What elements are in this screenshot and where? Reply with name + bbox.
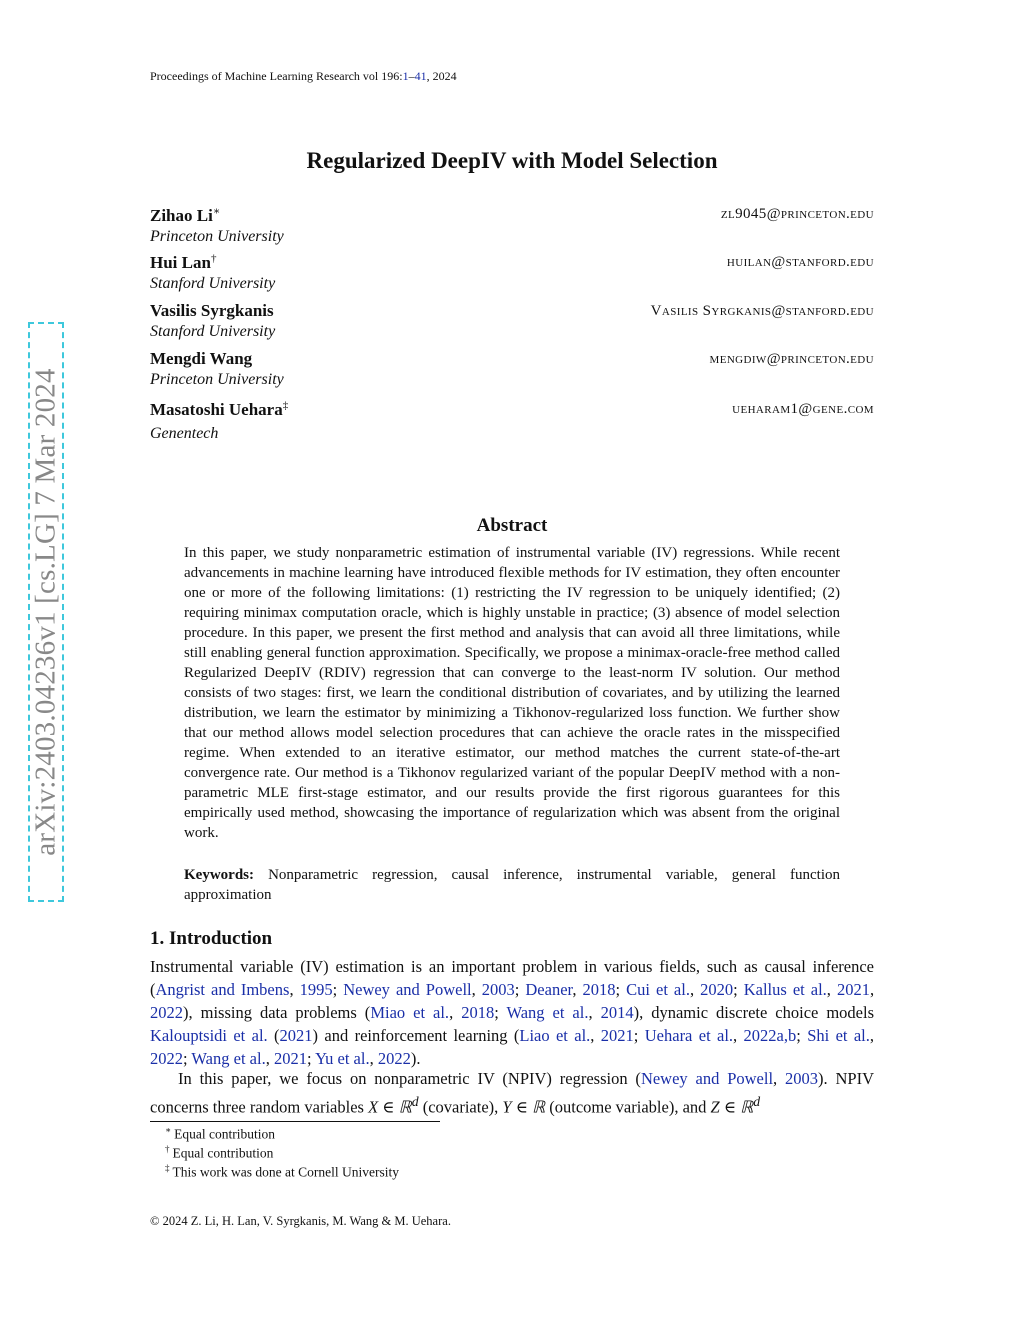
citation-link[interactable]: Angrist and Imbens — [155, 980, 290, 999]
footnote: † Equal contribution — [165, 1144, 274, 1161]
citation-link[interactable]: Wang et al. — [191, 1049, 266, 1068]
author-name: Mengdi Wang — [150, 349, 253, 368]
author-affiliation: Princeton University — [150, 371, 284, 388]
author-block — [150, 204, 874, 246]
math-z: Z ∈ ℝ — [710, 1097, 754, 1117]
intro-paragraph-1: Instrumental variable (IV) estimation is an important problem in various fields, such as causal inference (Angrist and Imbens, 1995; Newey and Powell, 2003; Deaner, 2018; Cui et al., 2020; Kallus et al., 2021, 2022), missing data problems (Miao et al., 2018; Wang et al., 2014), dynamic discrete choice models Kalouptsidi et al. (2021) and reinforcement learning (Liao et al., 2021; Uehara et al., 2022a,b; Shi et al., 2022; Wang et al., 2021; Yu et al., 2022). — [150, 957, 875, 1068]
citation-link[interactable]: Uehara et al. — [644, 1026, 734, 1045]
header-dash: – — [408, 69, 415, 83]
citation-link[interactable]: Wang et al. — [506, 1003, 589, 1022]
citation-year-link[interactable]: 1995 — [299, 980, 333, 999]
author-affiliation: Stanford University — [150, 274, 276, 292]
citation-link[interactable]: Deaner — [525, 980, 573, 999]
arxiv-stamp — [28, 322, 64, 902]
keywords-label: Keywords: — [184, 867, 254, 883]
citation-year-link[interactable]: 2018 — [582, 980, 616, 999]
copyright-notice: © 2024 Z. Li, H. Lan, V. Syrgkanis, M. Wang & M. Uehara. — [150, 1214, 451, 1228]
author-name: Masatoshi Uehara‡ — [150, 399, 289, 419]
author-mark: † — [210, 252, 217, 264]
header-page-start-link[interactable]: 1 — [402, 69, 409, 83]
citation-link[interactable]: Kalouptsidi et al. — [150, 1026, 268, 1045]
author-mark: ∗ — [212, 205, 221, 217]
section-heading-introduction: 1. Introduction — [150, 928, 273, 949]
citation-link[interactable]: Yu et al. — [315, 1049, 370, 1068]
citation-year-link[interactable]: 2018 — [461, 1003, 495, 1022]
citation-year-link[interactable]: 2021 — [600, 1026, 634, 1045]
citation-link[interactable]: Liao et al. — [519, 1026, 591, 1045]
math-y: Y ∈ ℝ — [502, 1097, 546, 1117]
intro-paragraph-2: In this paper, we focus on nonparametric IV (NPIV) regression (Newey and Powell, 2003). NPIV concerns three random variables X ∈ ℝ$^d$ (covariate), Y ∈ ℝ (outcome variable), and Z ∈ ℝ$^d$ — [150, 1069, 875, 1117]
footnote: ‡ This work was done at Cornell University — [165, 1163, 399, 1180]
author-block — [150, 301, 874, 341]
citation-link[interactable]: Miao et al. — [370, 1003, 450, 1022]
citation-year-link[interactable]: 2022a,b — [743, 1026, 797, 1045]
math-sup-d: d — [753, 1094, 761, 1109]
citation-link[interactable]: Kallus et al. — [743, 980, 827, 999]
citation-year-link[interactable]: 2020 — [700, 980, 734, 999]
abstract-heading: Abstract — [476, 515, 548, 536]
citation-link[interactable]: Shi et al. — [807, 1026, 870, 1045]
citation-year-link[interactable]: 2021 — [836, 980, 870, 999]
author-name: Hui Lan† — [150, 252, 217, 272]
citation-link[interactable]: Newey and Powell — [640, 1069, 774, 1088]
author-mark: ‡ — [282, 399, 289, 411]
author-block — [150, 252, 874, 293]
author-email: mengdiw@princeton.edu — [709, 351, 874, 367]
keywords-text: Nonparametric regression, causal inference, instrumental variable, general function approximation — [184, 867, 840, 903]
citation-year-link[interactable]: 2022 — [377, 1049, 411, 1068]
header-journal: Proceedings of Machine Learning Research vol 196: — [150, 69, 403, 83]
math-x: X ∈ ℝ — [368, 1097, 412, 1117]
math-sup-d: d — [411, 1094, 419, 1109]
arxiv-stamp-text: arXiv:2403.04236v1 [cs.LG] 7 Mar 2024 — [29, 368, 62, 856]
citation-year-link[interactable]: 2021 — [279, 1026, 313, 1045]
footnote-rule — [150, 1121, 440, 1122]
author-email: Vasilis Syrgkanis@stanford.edu — [650, 303, 874, 319]
author-block — [150, 399, 874, 443]
citation-year-link[interactable]: 2022 — [150, 1003, 183, 1022]
author-affiliation: Stanford University — [150, 323, 276, 340]
keywords — [184, 865, 840, 905]
abstract-text: In this paper, we study nonparametric estimation of instrumental variable (IV) regressions. While recent advancements in machine learning have introduced flexible methods for IV estimation, they often encounter one or more of the following limitations: (1) restricting the IV regression to be uniquely identified; (2) requiring minimax computation oracle, which is highly unstable in practice; (3) absence of model selection procedure. In this paper, we present the first method and analysis that can avoid all three limitations, while still enabling general function approximation. Specifically, we propose a minimax-oracle-free method called Regularized DeepIV (RDIV) regression that can converge to the least-norm IV solution. Our method consists of two stages: first, we learn the conditional distribution of covariates, and by utilizing the learned distribution, we learn the estimator by minimizing a Tikhonov-regularized loss function. We further show that our method allows model selection procedures that can achieve the oracle rates in the misspecified regime. When extended to an iterative estimator, our method matches the current state-of-the-art convergence rate. Our method is a Tikhonov regularized variant of the popular DeepIV method with a non-parametric MLE first-stage estimator, and our results provide the first rigorous guarantees for this empirically used method, showcasing the importance of regularization which was absent from the original work. — [184, 545, 840, 841]
citation-link[interactable]: Newey and Powell — [343, 980, 472, 999]
author-email: zl9045@princeton.edu — [720, 206, 874, 222]
author-name: Zihao Li∗ — [150, 205, 221, 225]
author-email: ueharam1@gene.com — [732, 401, 874, 417]
header-page-end-link[interactable]: 41 — [414, 69, 427, 83]
author-email: huilan@stanford.edu — [726, 254, 874, 270]
author-affiliation: Genentech — [150, 424, 219, 442]
citation-year-link[interactable]: 2022 — [150, 1049, 183, 1068]
citation-year-link[interactable]: 2021 — [273, 1049, 307, 1068]
citation-year-link[interactable]: 2014 — [600, 1003, 634, 1022]
paper-title: Regularized DeepIV with Model Selection — [306, 148, 718, 173]
author-affiliation: Princeton University — [150, 227, 284, 245]
running-header — [150, 69, 457, 84]
citation-link[interactable]: Cui et al. — [626, 980, 690, 999]
citation-year-link[interactable]: 2003 — [785, 1069, 819, 1088]
author-block — [150, 349, 874, 389]
footnote: ∗ Equal contribution — [165, 1125, 275, 1142]
header-year: , 2024 — [426, 69, 457, 83]
author-name: Vasilis Syrgkanis — [150, 301, 274, 320]
citation-year-link[interactable]: 2003 — [481, 980, 515, 999]
